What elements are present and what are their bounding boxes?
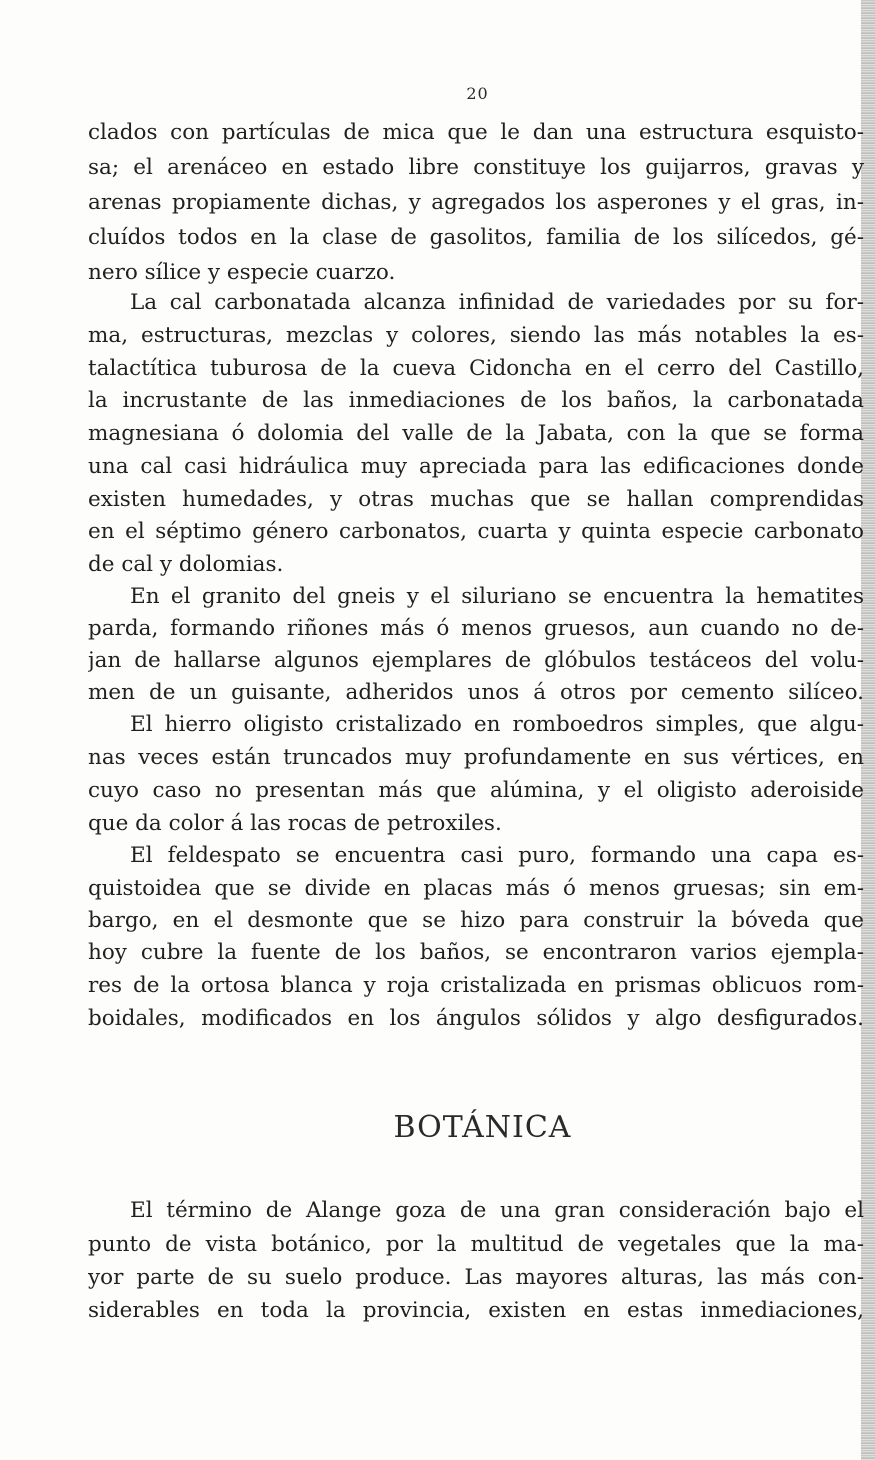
text-line: punto de vista botánico, por la multitud de vegetales que la ma- <box>88 1232 864 1257</box>
text-line: una cal casi hidráulica muy apreciada para las edificaciones donde <box>88 454 864 479</box>
text-line: talactítica tuburosa de la cueva Cidoncha en el cerro del Castillo, <box>88 356 864 381</box>
text-line: En el granito del gneis y el siluriano se encuentra la hematites <box>130 584 864 609</box>
text-line: de cal y dolomias. <box>88 552 284 577</box>
text-line: en el séptimo género carbonatos, cuarta y quinta especie carbonato <box>88 519 864 544</box>
text-line: boidales, modificados en los ángulos sólidos y algo desfigurados. <box>88 1006 864 1031</box>
text-line: ma, estructuras, mezclas y colores, siendo las más notables la es- <box>88 323 864 348</box>
text-line: la incrustante de las inmediaciones de los baños, la carbonatada <box>88 388 864 413</box>
text-line: cuyo caso no presentan más que alúmina, y el oligisto aderoiside <box>88 778 864 803</box>
text-line: sa; el arenáceo en estado libre constituye los guijarros, gravas y <box>88 155 864 180</box>
text-line: clados con partículas de mica que le dan una estructura esquisto- <box>88 120 864 145</box>
text-line: quistoidea que se divide en placas más ó menos gruesas; sin em- <box>88 876 864 901</box>
text-line: jan de hallarse algunos ejemplares de glóbulos testáceos del volu- <box>88 648 864 673</box>
text-line: parda, formando riñones más ó menos gruesos, aun cuando no de- <box>88 616 864 641</box>
text-line: siderables en toda la provincia, existen en estas inmediaciones, <box>88 1298 864 1323</box>
text-line: existen humedades, y otras muchas que se hallan comprendidas <box>88 487 864 512</box>
text-line: La cal carbonatada alcanza infinidad de variedades por su for- <box>130 290 864 315</box>
text-line: El término de Alange goza de una gran consideración bajo el <box>130 1198 864 1223</box>
page-number: 20 <box>466 84 489 103</box>
text-line: nas veces están truncados muy profundamente en sus vértices, en <box>88 745 864 770</box>
text-line: res de la ortosa blanca y roja cristalizada en prismas oblicuos rom- <box>88 973 864 998</box>
text-line: El feldespato se encuentra casi puro, formando una capa es- <box>130 843 864 868</box>
section-heading: BOTÁNICA <box>393 1110 572 1145</box>
text-line: arenas propiamente dichas, y agregados los asperones y el gras, in- <box>88 190 864 215</box>
text-line: que da color á las rocas de petroxiles. <box>88 811 502 836</box>
text-line: magnesiana ó dolomia del valle de la Jabata, con la que se forma <box>88 421 864 446</box>
text-line: men de un guisante, adheridos unos á otros por cemento silíceo. <box>88 680 864 705</box>
text-line: hoy cubre la fuente de los baños, se encontraron varios ejempla- <box>88 940 864 965</box>
text-line: yor parte de su suelo produce. Las mayores alturas, las más con- <box>88 1265 864 1290</box>
text-line: El hierro oligisto cristalizado en romboedros simples, que algu- <box>130 712 864 737</box>
text-line: nero sílice y especie cuarzo. <box>88 260 396 285</box>
text-line: bargo, en el desmonte que se hizo para construir la bóveda que <box>88 908 864 933</box>
text-line: cluídos todos en la clase de gasolitos, familia de los silícedos, gé- <box>88 225 864 250</box>
